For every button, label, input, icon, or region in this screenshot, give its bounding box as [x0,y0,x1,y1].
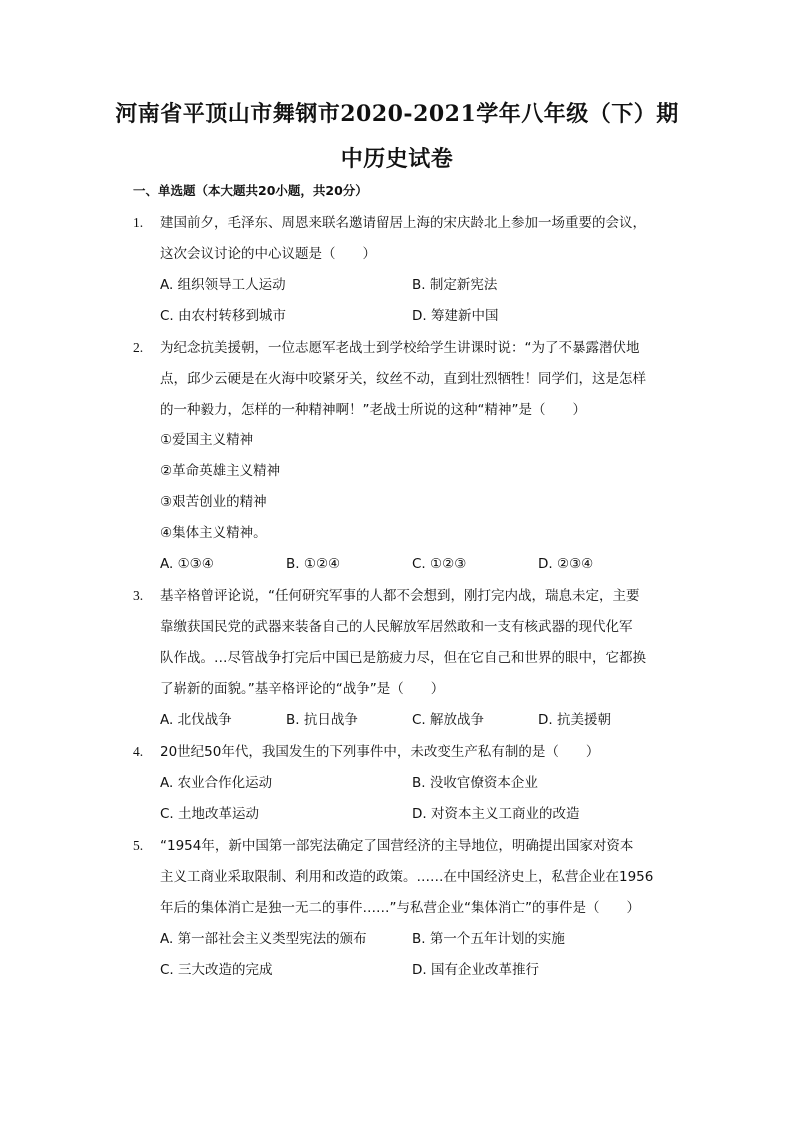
question-4-option-d[interactable]: D. 对资本主义工商业的改造 [412,806,580,822]
question-1-option-b[interactable]: B. 制定新宪法 [412,277,498,293]
question-5-text-line: “1954年，新中国第一部宪法确定了国营经济的主导地位，明确提出国家对资本 [160,838,634,854]
question-3-option-b[interactable]: B. 抗日战争 [286,712,358,728]
question-5-option-c[interactable]: C. 三大改造的完成 [160,962,273,978]
question-2-option-c[interactable]: C. ①②③ [412,556,467,572]
question-2-statement-3: ③艰苦创业的精神 [160,494,267,510]
exam-title-line-2: 中历史试卷 [340,146,454,172]
question-2-text-line: 点，邱少云硬是在火海中咬紧牙关，纹丝不动，直到壮烈牺牲！同学们，这是怎样 [160,371,646,387]
question-4-option-b[interactable]: B. 没收官僚资本企业 [412,775,538,791]
question-3-text-line: 靠缴获国民党的武器来装备自己的人民解放军居然敢和一支有核武器的现代化军 [160,619,633,635]
question-2-option-b[interactable]: B. ①②④ [286,556,341,572]
question-1-option-a[interactable]: A. 组织领导工人运动 [160,277,286,293]
question-3-option-c[interactable]: C. 解放战争 [412,712,485,728]
question-3-number: 3. [133,588,144,603]
question-2-option-d[interactable]: D. ②③④ [538,556,594,572]
question-5-option-d[interactable]: D. 国有企业改革推行 [412,962,539,978]
question-2-option-a[interactable]: A. ①③④ [160,556,214,572]
question-2-text-line: 的一种毅力，怎样的一种精神啊！”老战士所说的这种“精神”是（ ） [160,402,586,418]
question-2-number: 2. [133,340,144,355]
question-3-text-line: 了崭新的面貌。”基辛格评论的“战争”是（ ） [160,681,445,697]
question-4-number: 4. [133,744,144,759]
question-3-option-a[interactable]: A. 北伐战争 [160,712,232,728]
question-3-text-line: 队作战。…尽管战争打完后中国已是筋疲力尽，但在它自己和世界的眼中，它都换 [160,650,646,666]
question-5-number: 5. [133,838,144,853]
question-5-option-a[interactable]: A. 第一部社会主义类型宪法的颁布 [160,931,367,947]
question-2-text-line: 为纪念抗美援朝，一位志愿军老战士到学校给学生讲课时说：“为了不暴露潜伏地 [160,340,640,356]
question-4-text-line: 20世纪50年代，我国发生的下列事件中，未改变生产私有制的是（ ） [160,744,600,760]
question-2-statement-1: ①爱国主义精神 [160,432,254,448]
question-1-text-line: 建国前夕，毛泽东、周恩来联名邀请留居上海的宋庆龄北上参加一场重要的会议， [160,215,646,231]
question-3-text-line: 基辛格曾评论说，“任何研究军事的人都不会想到，刚打完内战，瑞息未定，主要 [160,588,640,604]
question-5-option-b[interactable]: B. 第一个五年计划的实施 [412,931,565,947]
question-2-statement-4: ④集体主义精神。 [160,525,267,541]
question-3-option-d[interactable]: D. 抗美援朝 [538,712,611,728]
question-2-statement-2: ②革命英雄主义精神 [160,463,281,479]
question-5-text-line: 年后的集体消亡是独一无二的事件……”与私营企业“集体消亡”的事件是（ ） [160,900,640,916]
question-1-number: 1. [133,215,144,230]
question-4-option-a[interactable]: A. 农业合作化运动 [160,775,273,791]
question-4-option-c[interactable]: C. 土地改革运动 [160,806,260,822]
question-1-option-c[interactable]: C. 由农村转移到城市 [160,308,287,324]
exam-title-line-1: 河南省平顶山市舞钢市2020-2021学年八年级（下）期 [115,101,679,127]
question-1-option-d[interactable]: D. 筹建新中国 [412,308,499,324]
section-heading: 一、单选题（本大题共20小题，共20分） [133,183,368,198]
question-5-text-line: 主义工商业采取限制、利用和改造的政策。……在中国经济史上，私营企业在1956 [160,869,654,885]
question-1-text-line: 这次会议讨论的中心议题是（ ） [160,246,376,262]
